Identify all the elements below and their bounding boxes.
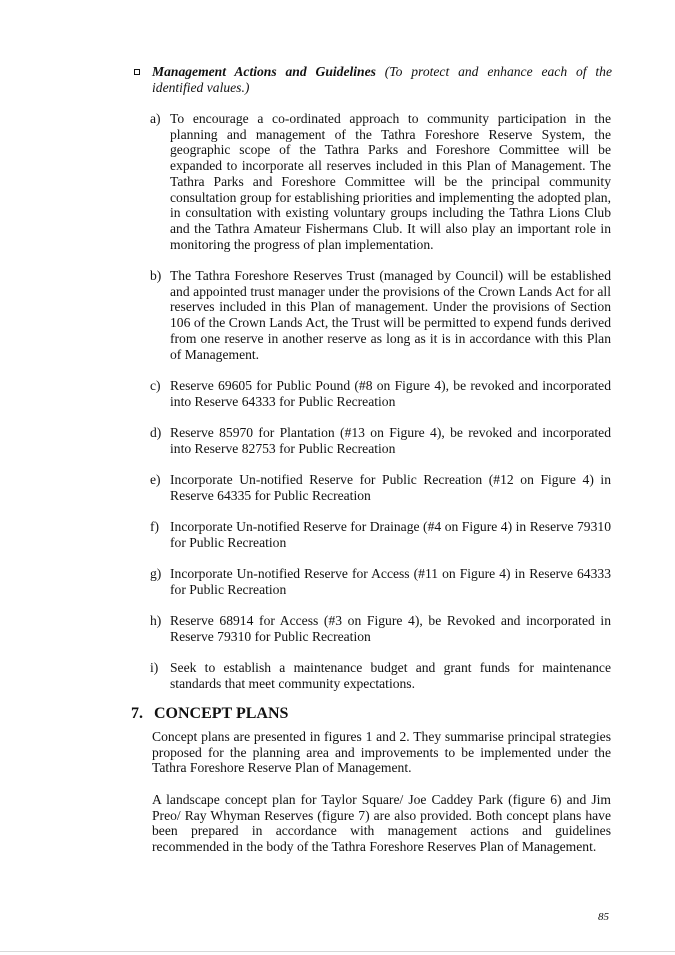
heading-note: (To protect and enhance each of the identified values.) xyxy=(152,64,612,95)
list-item-text: Incorporate Un-notified Reserve for Drainage (#4 on Figure 4) in Reserve 79310 for Public Recreation xyxy=(170,519,611,550)
list-item-i xyxy=(150,660,611,691)
page-number: 85 xyxy=(598,911,609,923)
list-item-text: Seek to establish a maintenance budget and grant funds for maintenance standards that meet community expectations. xyxy=(170,660,611,691)
list-item-text: The Tathra Foreshore Reserves Trust (managed by Council) will be established and appointed trust manager under the provisions of the Crown Lands Act for all reserves included in this Plan of management. Under the provisions of Section 106 of the Crown Lands Act, the Trust will be permitted to expend funds derived from one reserve in another reserve as long as it is in accordance with this Plan of Management. xyxy=(170,268,611,362)
list-item-text: Reserve 69605 for Public Pound (#8 on Figure 4), be revoked and incorporated into Reserve 64333 for Public Recreation xyxy=(170,378,611,409)
list-item-a xyxy=(150,111,611,252)
section-heading xyxy=(131,705,288,723)
list-item-d xyxy=(150,425,611,456)
list-item-text: Incorporate Un-notified Reserve for Access (#11 on Figure 4) in Reserve 64333 for Public Recreation xyxy=(170,566,611,597)
list-item-e xyxy=(150,472,611,503)
list-item-label: f) xyxy=(150,519,160,534)
list-item-text: To encourage a co-ordinated approach to community participation in the planning and management of the Tathra Foreshore Reserve System, the geographic scope of the Tathra Parks and Foreshore Committee will be expanded to incorporate all reserves included in this Plan of Management. The Tathra Parks and Foreshore Committee will be the principal community consultation group for establishing priorities and implementing the adopted plan, in consultation with existing voluntary groups including the Tathra Lions Club and the Tathra Amateur Fishermans Club. It will also play an important role in monitoring the progress of plan implementation. xyxy=(170,111,611,252)
section-paragraph-1: Concept plans are presented in figures 1 and 2. They summarise principal strategies proposed for the planning area and improvements to be implemented under the Tathra Foreshore Reserve Plan of Management. xyxy=(152,729,611,776)
section-paragraph-2: A landscape concept plan for Taylor Square/ Joe Caddey Park (figure 6) and Jim Preo/ Ray Whyman Reserves (figure 7) are also provided. Both concept plans have been prepared in accordance with management actions and guidelines recommended in the body of the Tathra Foreshore Reserves Plan of Management. xyxy=(152,792,611,855)
list-item-text: Reserve 68914 for Access (#3 on Figure 4), be Revoked and incorporated in Reserve 79310 for Public Recreation xyxy=(170,613,611,644)
list-item-label: i) xyxy=(150,660,159,675)
list-item-label: c) xyxy=(150,378,161,393)
list-item-label: a) xyxy=(150,111,161,126)
list-item-label: d) xyxy=(150,425,162,440)
page-bottom-rule xyxy=(0,951,675,952)
list-item-label: e) xyxy=(150,472,161,487)
list-item-b xyxy=(150,268,611,362)
checkbox-bullet-icon xyxy=(134,69,140,75)
list-item-label: g) xyxy=(150,566,162,581)
list-item-c xyxy=(150,378,611,409)
section-number: 7. xyxy=(131,705,143,722)
list-item-f xyxy=(150,519,611,550)
list-item-label: b) xyxy=(150,268,162,283)
list-item-label: h) xyxy=(150,613,162,628)
list-item-text: Incorporate Un-notified Reserve for Public Recreation (#12 on Figure 4) in Reserve 64335 for Public Recreation xyxy=(170,472,611,503)
list-item-text: Reserve 85970 for Plantation (#13 on Figure 4), be revoked and incorporated into Reserve 82753 for Public Recreation xyxy=(170,425,611,456)
heading-title: Management Actions and Guidelines xyxy=(152,64,376,79)
management-actions-heading xyxy=(152,64,612,95)
section-title: CONCEPT PLANS xyxy=(154,705,289,722)
list-item-g xyxy=(150,566,611,597)
list-item-h xyxy=(150,613,611,644)
